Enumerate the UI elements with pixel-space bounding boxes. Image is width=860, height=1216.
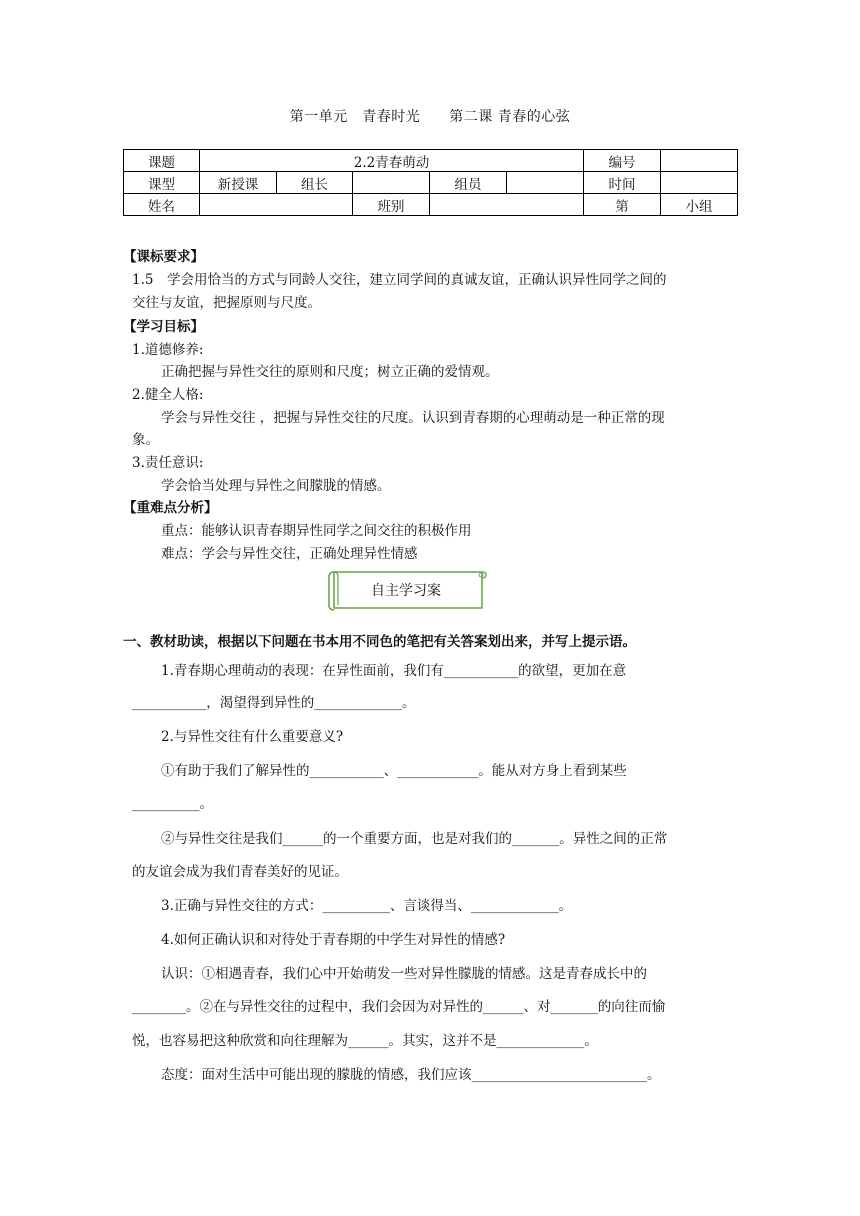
leader-field[interactable] xyxy=(353,172,430,194)
table-row xyxy=(124,172,738,194)
table-row xyxy=(124,194,738,216)
label-number: 编号 xyxy=(584,150,661,172)
section-title-goals: 【学习目标】 xyxy=(123,319,204,335)
goal-2-text-2: 象。 xyxy=(132,432,159,448)
member-field[interactable] xyxy=(507,172,584,194)
q4a-line-2: ________。②在与异性交往的过程中，我们会因为对异性的______、对_______的向往而愉 xyxy=(132,999,666,1015)
time-field[interactable] xyxy=(661,172,738,194)
q3-line: 3.正确与异性交往的方式：__________、言谈得当、_____________。 xyxy=(161,898,573,914)
page-header: 第一单元 青春时光 第二课 青春的心弦 xyxy=(289,109,571,125)
label-name: 姓名 xyxy=(124,194,200,216)
goal-1-text: 正确把握与异性交往的原则和尺度；树立正确的爱情观。 xyxy=(161,364,499,380)
q4a-line-1: 认识：①相遇青春，我们心中开始萌发一些对异性朦胧的情感。这是青春成长中的 xyxy=(161,966,647,982)
label-member: 组员 xyxy=(430,172,507,194)
keypoint-difficulty: 难点：学会与异性交往，正确处理异性情感 xyxy=(161,546,418,562)
q4-line: 4.如何正确认识和对待处于青春期的中学生对异性的情感? xyxy=(161,932,506,948)
goal-2-text-1: 学会与异性交往 ，把握与异性交往的尺度。认识到青春期的心理萌动是一种正常的现 xyxy=(161,410,665,426)
q2a-line-2: __________。 xyxy=(132,796,213,812)
label-topic: 课题 xyxy=(124,150,200,172)
info-table xyxy=(123,149,738,216)
part1-heading: 一、教材助读，根据以下问题在书本用不同色的笔把有关答案划出来，并写上提示语。 xyxy=(123,634,636,650)
goal-1-heading: 1.道德修养: xyxy=(132,342,204,358)
q2b-line-1: ②与异性交往是我们______的一个重要方面，也是对我们的_______。异性之间的正常 xyxy=(161,831,668,847)
q4a-line-3: 悦，也容易把这种欣赏和向往理解为______。其实，这并不是_____________。 xyxy=(132,1033,598,1049)
label-class: 班别 xyxy=(353,194,430,216)
label-type: 课型 xyxy=(124,172,200,194)
standards-line-2: 交往与友谊，把握原则与尺度。 xyxy=(132,295,321,311)
q4b-line: 态度：面对生活中可能出现的朦胧的情感，我们应该__________________________。 xyxy=(161,1067,661,1083)
table-row xyxy=(124,150,738,172)
goal-3-heading: 3.责任意识: xyxy=(132,455,204,471)
banner-title: 自主学习案 xyxy=(371,583,441,599)
section-title-keypoints: 【重难点分析】 xyxy=(123,500,218,516)
keypoint-focus: 重点：能够认识青春期异性同学之间交往的积极作用 xyxy=(161,523,472,539)
q2-line: 2.与异性交往有什么重要意义? xyxy=(161,729,344,745)
q1-line-2: ___________，渴望得到异性的_____________。 xyxy=(132,695,416,711)
q2b-line-2: 的友谊会成为我们青春美好的见证。 xyxy=(132,864,348,880)
q1-line-1: 1.青春期心理萌动的表现：在异性面前，我们有___________的欲望，更加在意 xyxy=(161,663,627,679)
standards-line-1: 1.5 学会用恰当的方式与同龄人交往，建立同学间的真诚友谊，正确认识异性同学之间的 xyxy=(132,272,667,288)
self-study-banner xyxy=(328,569,484,609)
lesson-title: 2.2青春萌动 xyxy=(200,150,584,172)
name-field[interactable] xyxy=(200,194,353,216)
lesson-type: 新授课 xyxy=(200,172,277,194)
label-time: 时间 xyxy=(584,172,661,194)
number-field[interactable] xyxy=(661,150,738,172)
goal-3-text: 学会恰当处理与异性之间朦胧的情感。 xyxy=(161,478,391,494)
group-suffix: 小组 xyxy=(661,194,738,216)
label-leader: 组长 xyxy=(277,172,353,194)
class-field[interactable] xyxy=(430,194,584,216)
section-title-standards: 【课标要求】 xyxy=(123,249,204,265)
goal-2-heading: 2.健全人格: xyxy=(132,387,204,403)
group-prefix: 第 xyxy=(584,194,661,216)
q2a-line-1: ①有助于我们了解异性的___________、____________。能从对方身上看到某些 xyxy=(161,763,627,779)
